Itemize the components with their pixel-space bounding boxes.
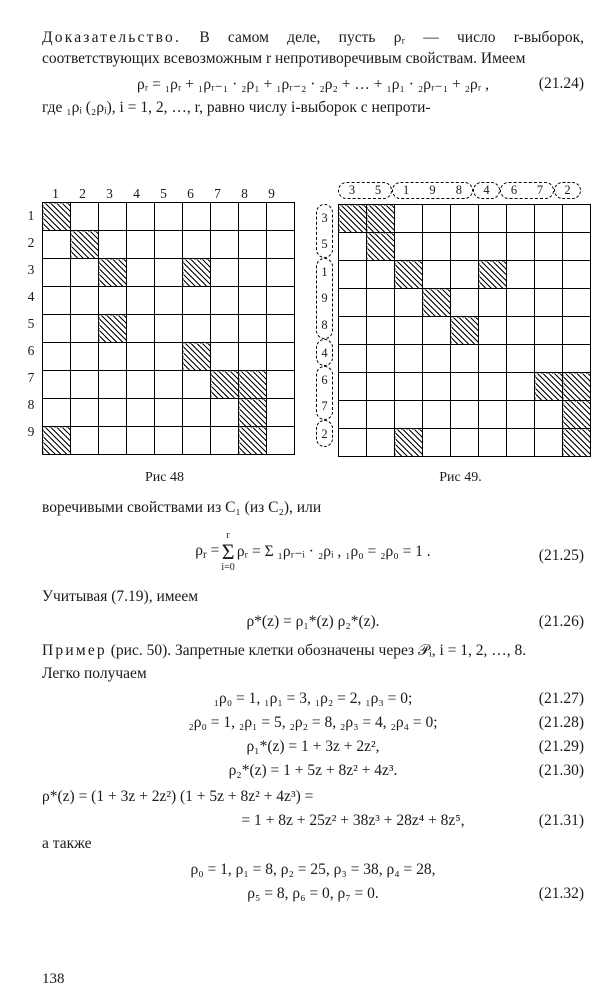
equation-21-24-number: (21.24)	[538, 75, 584, 93]
grid-cell	[451, 429, 479, 457]
col-label: 3	[106, 186, 113, 201]
equation-21-26-number: (21.26)	[538, 613, 584, 631]
grid-cell	[339, 261, 367, 289]
grid-cell	[267, 371, 295, 399]
grid-cell	[423, 429, 451, 457]
row-group-item: 4	[321, 345, 328, 360]
figure-49-row-groups	[316, 204, 333, 447]
grid-cell	[267, 259, 295, 287]
paragraph-also: а также	[42, 835, 92, 853]
figure-48-caption: Рис 48	[145, 470, 184, 485]
grid-cell	[127, 427, 155, 455]
grid-cell	[395, 261, 423, 289]
grid-cell	[479, 261, 507, 289]
col-label: 8	[241, 186, 248, 201]
equation-21-31-number: (21.31)	[538, 812, 584, 830]
grid-cell	[211, 259, 239, 287]
grid-cell	[267, 399, 295, 427]
grid-row	[339, 261, 591, 289]
grid-cell	[155, 203, 183, 231]
grid-cell	[451, 261, 479, 289]
grid-cell	[507, 373, 535, 401]
grid-row	[43, 259, 295, 287]
grid-cell	[155, 343, 183, 371]
col-group-item: 5	[374, 183, 382, 197]
col-group	[473, 182, 500, 199]
grid-cell	[99, 399, 127, 427]
grid-cell	[367, 317, 395, 345]
figure-49-caption: Рис 49.	[439, 470, 482, 485]
grid-cell	[267, 343, 295, 371]
grid-cell	[155, 231, 183, 259]
grid-cell	[339, 345, 367, 373]
grid-row	[339, 429, 591, 457]
equation-21-32-line2	[42, 885, 584, 903]
grid-cell	[127, 231, 155, 259]
figure-49-grid-area	[321, 204, 591, 457]
col-group-item: 7	[536, 183, 544, 197]
grid-cell	[155, 315, 183, 343]
example-label: Пример	[42, 642, 107, 660]
grid-cell	[507, 429, 535, 457]
grid-cell	[239, 343, 267, 371]
grid-cell	[367, 261, 395, 289]
top-text-block	[42, 28, 584, 121]
grid-cell	[211, 427, 239, 455]
grid-cell	[507, 345, 535, 373]
grid-cell	[183, 371, 211, 399]
col-group	[392, 182, 473, 199]
grid-cell	[239, 399, 267, 427]
grid-cell	[563, 429, 591, 457]
grid-cell	[479, 317, 507, 345]
row-group	[316, 339, 333, 366]
grid-cell	[43, 371, 71, 399]
col-group-item: 3	[348, 183, 356, 197]
grid-cell	[127, 343, 155, 371]
figure-48-grid	[42, 202, 295, 455]
grid-cell	[267, 231, 295, 259]
grid-cell	[239, 315, 267, 343]
col-label: 9	[268, 186, 275, 201]
equation-21-30-number: (21.30)	[538, 762, 584, 780]
grid-cell	[395, 345, 423, 373]
grid-cell	[479, 373, 507, 401]
grid-cell	[367, 429, 395, 457]
grid-cell	[183, 259, 211, 287]
grid-cell	[71, 231, 99, 259]
row-label: 9	[27, 424, 35, 439]
grid-cell	[451, 373, 479, 401]
grid-cell	[127, 315, 155, 343]
grid-cell	[395, 429, 423, 457]
grid-cell	[239, 427, 267, 455]
grid-cell	[451, 317, 479, 345]
grid-cell	[43, 231, 71, 259]
grid-cell	[535, 289, 563, 317]
paragraph-considering: Учитывая (7.19), имеем	[42, 587, 199, 605]
equation-21-28	[42, 714, 584, 732]
equation-21-24-body: ρᵣ = ₁ρᵣ + ₁ρᵣ₋₁ · ₂ρ₁ + ₁ρᵣ₋₂ · ₂ρ₂ + … + ₁ρ₁ · ₂ρᵣ₋₁ + ₂ρᵣ ,	[136, 76, 490, 94]
equation-21-27-number: (21.27)	[538, 690, 584, 708]
grid-cell	[99, 231, 127, 259]
grid-cell	[43, 315, 71, 343]
row-group-item: 7	[321, 399, 328, 413]
grid-cell	[183, 203, 211, 231]
grid-cell	[155, 399, 183, 427]
grid-cell	[563, 233, 591, 261]
grid-cell	[507, 233, 535, 261]
row-group-item: 6	[321, 373, 328, 387]
grid-cell	[339, 373, 367, 401]
row-group-item: 3	[321, 211, 328, 225]
grid-cell	[535, 345, 563, 373]
grid-cell	[563, 205, 591, 233]
grid-cell	[479, 289, 507, 317]
equation-21-31-line1	[42, 788, 584, 806]
equation-21-26	[42, 613, 584, 631]
grid-cell	[127, 259, 155, 287]
grid-cell	[183, 343, 211, 371]
paragraph-easy: Легко получаем	[42, 664, 147, 682]
grid-cell	[183, 287, 211, 315]
grid-cell	[99, 371, 127, 399]
grid-cell	[99, 203, 127, 231]
equation-21-32-line1	[42, 861, 584, 879]
row-label: 4	[27, 289, 35, 304]
grid-cell	[507, 289, 535, 317]
equation-21-26-body: ρ*(z) = ρ₁*(z) ρ₂*(z).	[246, 613, 380, 631]
grid-cell	[395, 233, 423, 261]
col-group-item: 9	[429, 183, 436, 197]
grid-cell	[99, 287, 127, 315]
grid-row	[339, 289, 591, 317]
grid-cell	[423, 233, 451, 261]
grid-row	[43, 287, 295, 315]
equation-21-29-number: (21.29)	[538, 738, 584, 756]
row-label: 3	[27, 262, 35, 277]
grid-cell	[423, 261, 451, 289]
grid-row	[43, 231, 295, 259]
grid-cell	[155, 259, 183, 287]
equation-21-27-body: ₁ρ₀ = 1, ₁ρ₁ = 3, ₁ρ₂ = 2, ₁ρ₃ = 0;	[213, 690, 413, 708]
grid-cell	[395, 401, 423, 429]
equation-21-31-line2	[42, 812, 584, 830]
grid-cell	[479, 233, 507, 261]
grid-cell	[211, 287, 239, 315]
grid-cell	[43, 259, 71, 287]
row-label: 6	[27, 343, 35, 358]
grid-cell	[99, 427, 127, 455]
grid-cell	[183, 399, 211, 427]
grid-row	[43, 203, 295, 231]
proof-label: Доказательство.	[42, 29, 182, 46]
grid-cell	[99, 343, 127, 371]
grid-cell	[451, 401, 479, 429]
equation-21-28-number: (21.28)	[538, 714, 584, 732]
lower-text-block	[42, 498, 584, 907]
grid-cell	[211, 231, 239, 259]
grid-cell	[71, 371, 99, 399]
row-group-item: 8	[321, 317, 328, 332]
grid-cell	[507, 317, 535, 345]
col-label: 6	[187, 186, 194, 201]
grid-cell	[239, 203, 267, 231]
grid-cell	[367, 289, 395, 317]
equation-21-30-body: ρ₂*(z) = 1 + 5z + 8z² + 4z³.	[228, 762, 398, 780]
grid-cell	[211, 315, 239, 343]
equation-21-25-rhs: ρᵣ = Σ ₁ρᵣ₋ᵢ · ₂ρᵢ , ₁ρ₀ = ₂ρ₀ = 1 .	[236, 543, 431, 561]
grid-cell	[535, 233, 563, 261]
figure-49-grid	[338, 204, 591, 457]
equation-21-27	[42, 690, 584, 708]
grid-cell	[239, 259, 267, 287]
equation-21-32-line1-body: ρ₀ = 1, ρ₁ = 8, ρ₂ = 25, ρ₃ = 38, ρ₄ = 28,	[190, 861, 436, 879]
grid-cell	[423, 317, 451, 345]
grid-cell	[535, 205, 563, 233]
grid-row	[339, 373, 591, 401]
grid-cell	[211, 203, 239, 231]
grid-cell	[451, 233, 479, 261]
grid-cell	[71, 399, 99, 427]
col-group	[554, 182, 581, 199]
grid-cell	[451, 289, 479, 317]
row-label: 8	[27, 397, 35, 412]
grid-cell	[535, 429, 563, 457]
grid-cell	[339, 401, 367, 429]
grid-cell	[267, 315, 295, 343]
grid-cell	[155, 287, 183, 315]
row-group	[316, 420, 333, 447]
grid-cell	[535, 261, 563, 289]
grid-cell	[71, 259, 99, 287]
proof-paragraph	[42, 28, 584, 69]
grid-cell	[71, 427, 99, 455]
grid-cell	[71, 343, 99, 371]
grid-cell	[395, 317, 423, 345]
grid-cell	[267, 203, 295, 231]
col-label: 1	[52, 186, 59, 201]
grid-cell	[339, 317, 367, 345]
grid-cell	[535, 373, 563, 401]
paragraph-after-21-24: где ₁ρᵢ (₂ρᵢ), i = 1, 2, …, r, равно числу i-выборок с непроти-	[42, 99, 431, 117]
grid-cell	[155, 371, 183, 399]
equation-21-31-line1-body: ρ*(z) = (1 + 3z + 2z²) (1 + 5z + 8z² + 4z³) =	[42, 788, 314, 806]
grid-row	[339, 233, 591, 261]
grid-cell	[43, 427, 71, 455]
equation-21-25-number: (21.25)	[538, 546, 584, 564]
figure-48-grid-area	[27, 202, 295, 455]
row-group-item: 2	[321, 426, 328, 441]
grid-cell	[267, 427, 295, 455]
grid-cell	[43, 399, 71, 427]
col-group-item: 4	[483, 183, 490, 197]
grid-cell	[71, 203, 99, 231]
row-label: 7	[27, 370, 35, 385]
row-group	[316, 258, 333, 339]
figures-block	[0, 170, 614, 490]
grid-cell	[71, 287, 99, 315]
grid-row	[43, 427, 295, 455]
figure-49-column-groups	[338, 182, 581, 199]
page-number: 138	[42, 971, 65, 987]
row-group-item: 9	[321, 291, 328, 306]
col-group-item: 8	[455, 183, 462, 197]
grid-cell	[339, 205, 367, 233]
grid-row	[339, 205, 591, 233]
grid-row	[43, 315, 295, 343]
figure-48	[27, 186, 295, 485]
grid-cell	[127, 371, 155, 399]
grid-row	[339, 345, 591, 373]
grid-cell	[507, 205, 535, 233]
row-group-item: 5	[321, 237, 328, 251]
grid-cell	[535, 317, 563, 345]
grid-cell	[395, 289, 423, 317]
grid-cell	[43, 287, 71, 315]
grid-cell	[479, 429, 507, 457]
grid-cell	[479, 401, 507, 429]
grid-cell	[507, 261, 535, 289]
grid-cell	[211, 371, 239, 399]
row-label: 1	[27, 208, 35, 223]
grid-cell	[43, 203, 71, 231]
grid-cell	[239, 287, 267, 315]
grid-cell	[367, 401, 395, 429]
equation-21-29-body: ρ₁*(z) = 1 + 3z + 2z²,	[246, 738, 380, 756]
col-group	[500, 182, 554, 199]
grid-cell	[183, 231, 211, 259]
grid-cell	[127, 287, 155, 315]
grid-cell	[423, 373, 451, 401]
grid-cell	[563, 345, 591, 373]
grid-cell	[267, 287, 295, 315]
grid-cell	[211, 343, 239, 371]
col-label: 2	[79, 186, 86, 201]
grid-cell	[423, 289, 451, 317]
row-group	[316, 366, 333, 420]
sum-upper-limit: r	[226, 529, 230, 541]
grid-cell	[507, 401, 535, 429]
grid-cell	[127, 203, 155, 231]
equation-21-25	[42, 531, 584, 573]
grid-row	[43, 399, 295, 427]
grid-cell	[99, 259, 127, 287]
grid-cell	[395, 373, 423, 401]
equation-21-30	[42, 762, 584, 780]
col-label: 4	[133, 186, 140, 201]
grid-cell	[43, 343, 71, 371]
grid-cell	[339, 289, 367, 317]
equation-21-29	[42, 738, 584, 756]
row-group	[316, 204, 333, 258]
grid-cell	[339, 233, 367, 261]
col-label: 5	[160, 186, 167, 201]
figure-48-row-labels	[24, 202, 38, 445]
col-label: 7	[214, 186, 221, 201]
grid-row	[339, 317, 591, 345]
grid-cell	[367, 233, 395, 261]
figure-48-column-labels	[42, 186, 295, 202]
grid-row	[43, 343, 295, 371]
grid-cell	[451, 345, 479, 373]
grid-cell	[367, 345, 395, 373]
grid-cell	[563, 317, 591, 345]
grid-cell	[183, 427, 211, 455]
proof-text: В самом деле, пусть ρᵣ — число r-выборок, соответствующих всевозможным r непротиворечивым свойствам. Имеем	[42, 29, 584, 67]
grid-cell	[211, 399, 239, 427]
equation-21-32-number: (21.32)	[538, 885, 584, 903]
grid-cell	[423, 345, 451, 373]
equation-21-25-body: $\rho_r$ = r Σ i=0 ρᵣ = Σ ₁ρᵣ₋ᵢ · ₂ρᵢ , ₁ρ₀ = ₂ρ₀ = 1 .	[195, 529, 431, 573]
equation-21-24	[42, 75, 584, 94]
grid-cell	[367, 373, 395, 401]
grid-cell	[563, 373, 591, 401]
grid-cell	[99, 315, 127, 343]
grid-cell	[239, 371, 267, 399]
grid-row	[339, 401, 591, 429]
grid-cell	[423, 205, 451, 233]
col-group-item: 1	[403, 183, 410, 197]
grid-cell	[479, 345, 507, 373]
example-paragraph	[42, 641, 584, 662]
sigma-icon: Σ	[221, 538, 235, 564]
equation-21-28-body: ₂ρ₀ = 1, ₂ρ₁ = 5, ₂ρ₂ = 8, ₂ρ₃ = 4, ₂ρ₄ = 0;	[188, 714, 438, 732]
paragraph-contradictory: воречивыми свойствами из C₁ (из C₂), или	[42, 499, 322, 516]
grid-cell	[239, 231, 267, 259]
col-group	[338, 182, 392, 199]
grid-cell	[155, 427, 183, 455]
grid-cell	[71, 315, 99, 343]
grid-cell	[563, 289, 591, 317]
grid-cell	[183, 315, 211, 343]
grid-cell	[535, 401, 563, 429]
sum-lower-limit: i=0	[221, 561, 235, 573]
row-label: 2	[27, 235, 35, 250]
figure-49	[321, 183, 591, 485]
equation-21-31-line2-body: = 1 + 8z + 25z² + 38z³ + 28z⁴ + 8z⁵,	[241, 812, 465, 830]
grid-cell	[127, 399, 155, 427]
grid-row	[43, 371, 295, 399]
col-group-item: 6	[510, 183, 518, 197]
grid-cell	[423, 401, 451, 429]
grid-cell	[451, 205, 479, 233]
row-group-item: 1	[321, 265, 328, 280]
grid-cell	[395, 205, 423, 233]
grid-cell	[367, 205, 395, 233]
col-group-item: 2	[564, 183, 571, 197]
grid-cell	[563, 401, 591, 429]
equation-21-32-line2-body: ρ₅ = 8, ρ₆ = 0, ρ₇ = 0.	[247, 885, 379, 903]
grid-cell	[339, 429, 367, 457]
row-label: 5	[27, 316, 35, 331]
grid-cell	[479, 205, 507, 233]
grid-cell	[563, 261, 591, 289]
example-text: (рис. 50). Запретные клетки обозначены через 𝒫ᵢ, i = 1, 2, …, 8.	[106, 642, 527, 660]
